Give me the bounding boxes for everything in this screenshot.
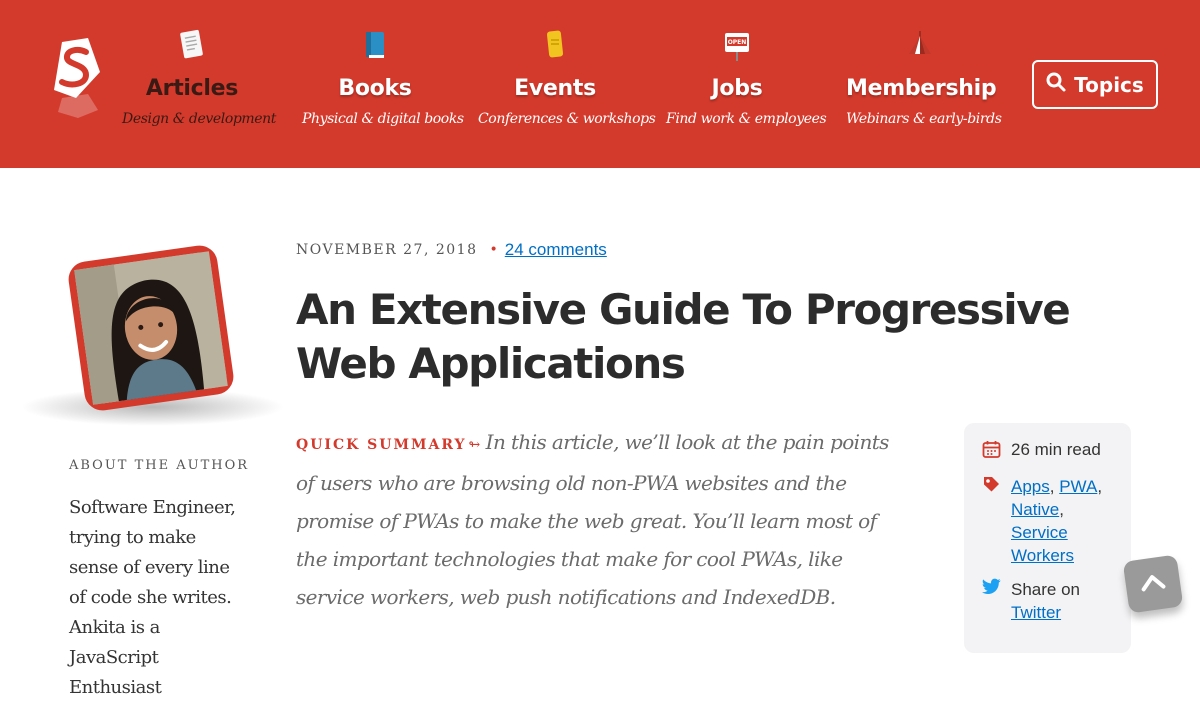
comments-link[interactable]: 24 comments: [504, 240, 607, 259]
search-icon: [1046, 72, 1066, 97]
ticket-icon: [539, 28, 571, 62]
tag-link-service-workers[interactable]: Service Workers: [1011, 523, 1074, 565]
about-author-label: ABOUT THE AUTHOR: [69, 458, 250, 473]
nav-articles-subtitle: Design & development: [122, 111, 277, 127]
quick-summary-text: In this article, we’ll look at the pain points of users who are browsing old non-PWA websites and the promise of PWAs to make the web great. You’ll learn most of the important technologies that make for cool PWAs, like service workers, web push notifications and IndexedDB.: [296, 430, 889, 609]
nav-events-subtitle: Conferences & workshops: [478, 111, 656, 127]
nav-books-subtitle: Physical & digital books: [302, 111, 464, 127]
calendar-icon: [982, 440, 1001, 464]
author-bio: Software Engineer, trying to make sense of every line of code she writes. Ankita is a JavaScript Enthusiast: [69, 497, 236, 698]
article-meta: [296, 240, 607, 260]
book-icon: [359, 28, 391, 62]
tag-icon: [982, 475, 1001, 567]
author-avatar[interactable]: [66, 243, 235, 412]
nav-membership[interactable]: [846, 28, 1002, 127]
share-row: [982, 578, 1080, 624]
article-info-card: [964, 423, 1131, 653]
nav-membership-title: Membership: [846, 76, 997, 101]
smashing-logo[interactable]: [48, 38, 104, 118]
nav-events-title: Events: [514, 76, 596, 101]
tags-row: [982, 475, 1115, 567]
quick-summary-arrow-icon: ↬: [468, 437, 480, 453]
tag-separator: ,: [1049, 477, 1055, 496]
topics-label: Topics: [1074, 72, 1144, 97]
nav-articles[interactable]: [122, 28, 277, 127]
tag-list: [1011, 475, 1115, 567]
tag-link-native[interactable]: Native: [1011, 500, 1060, 519]
nav-events[interactable]: [478, 28, 656, 127]
read-time-row: [982, 440, 1101, 464]
nav-books[interactable]: [302, 28, 464, 127]
nav-jobs-title: Jobs: [711, 76, 763, 101]
quick-summary: [296, 423, 896, 616]
tag-link-pwa[interactable]: PWA: [1059, 477, 1098, 496]
share-twitter-link[interactable]: Twitter: [1011, 603, 1062, 622]
article-date: NOVEMBER 27, 2018: [296, 242, 478, 258]
tag-separator: ,: [1059, 500, 1064, 519]
article-page-icon: [176, 28, 208, 62]
meta-separator: •: [489, 242, 498, 258]
nav-books-title: Books: [338, 76, 412, 101]
nav-membership-subtitle: Webinars & early-birds: [846, 111, 1002, 127]
nav-jobs[interactable]: [666, 28, 827, 127]
topics-button[interactable]: [1032, 60, 1158, 109]
quick-summary-label: QUICK SUMMARY: [296, 437, 467, 453]
scroll-to-top-button[interactable]: [1123, 554, 1184, 613]
tag-separator: ,: [1097, 477, 1103, 496]
share-label: Share on: [1011, 580, 1080, 599]
tag-link-apps[interactable]: Apps: [1011, 477, 1050, 496]
article-title: An Extensive Guide To Progressive Web Applications: [296, 285, 1070, 388]
tent-icon: [904, 28, 936, 62]
nav-jobs-subtitle: Find work & employees: [666, 111, 827, 127]
open-sign-text: OPEN: [727, 39, 747, 46]
chevron-up-icon: [1139, 571, 1168, 597]
share-text: [1011, 578, 1080, 624]
open-sign-icon: [721, 28, 753, 62]
read-time: 26 min read: [1011, 440, 1101, 459]
twitter-icon: [982, 578, 1001, 624]
nav-articles-title: Articles: [145, 76, 239, 101]
site-header: [0, 0, 1200, 168]
